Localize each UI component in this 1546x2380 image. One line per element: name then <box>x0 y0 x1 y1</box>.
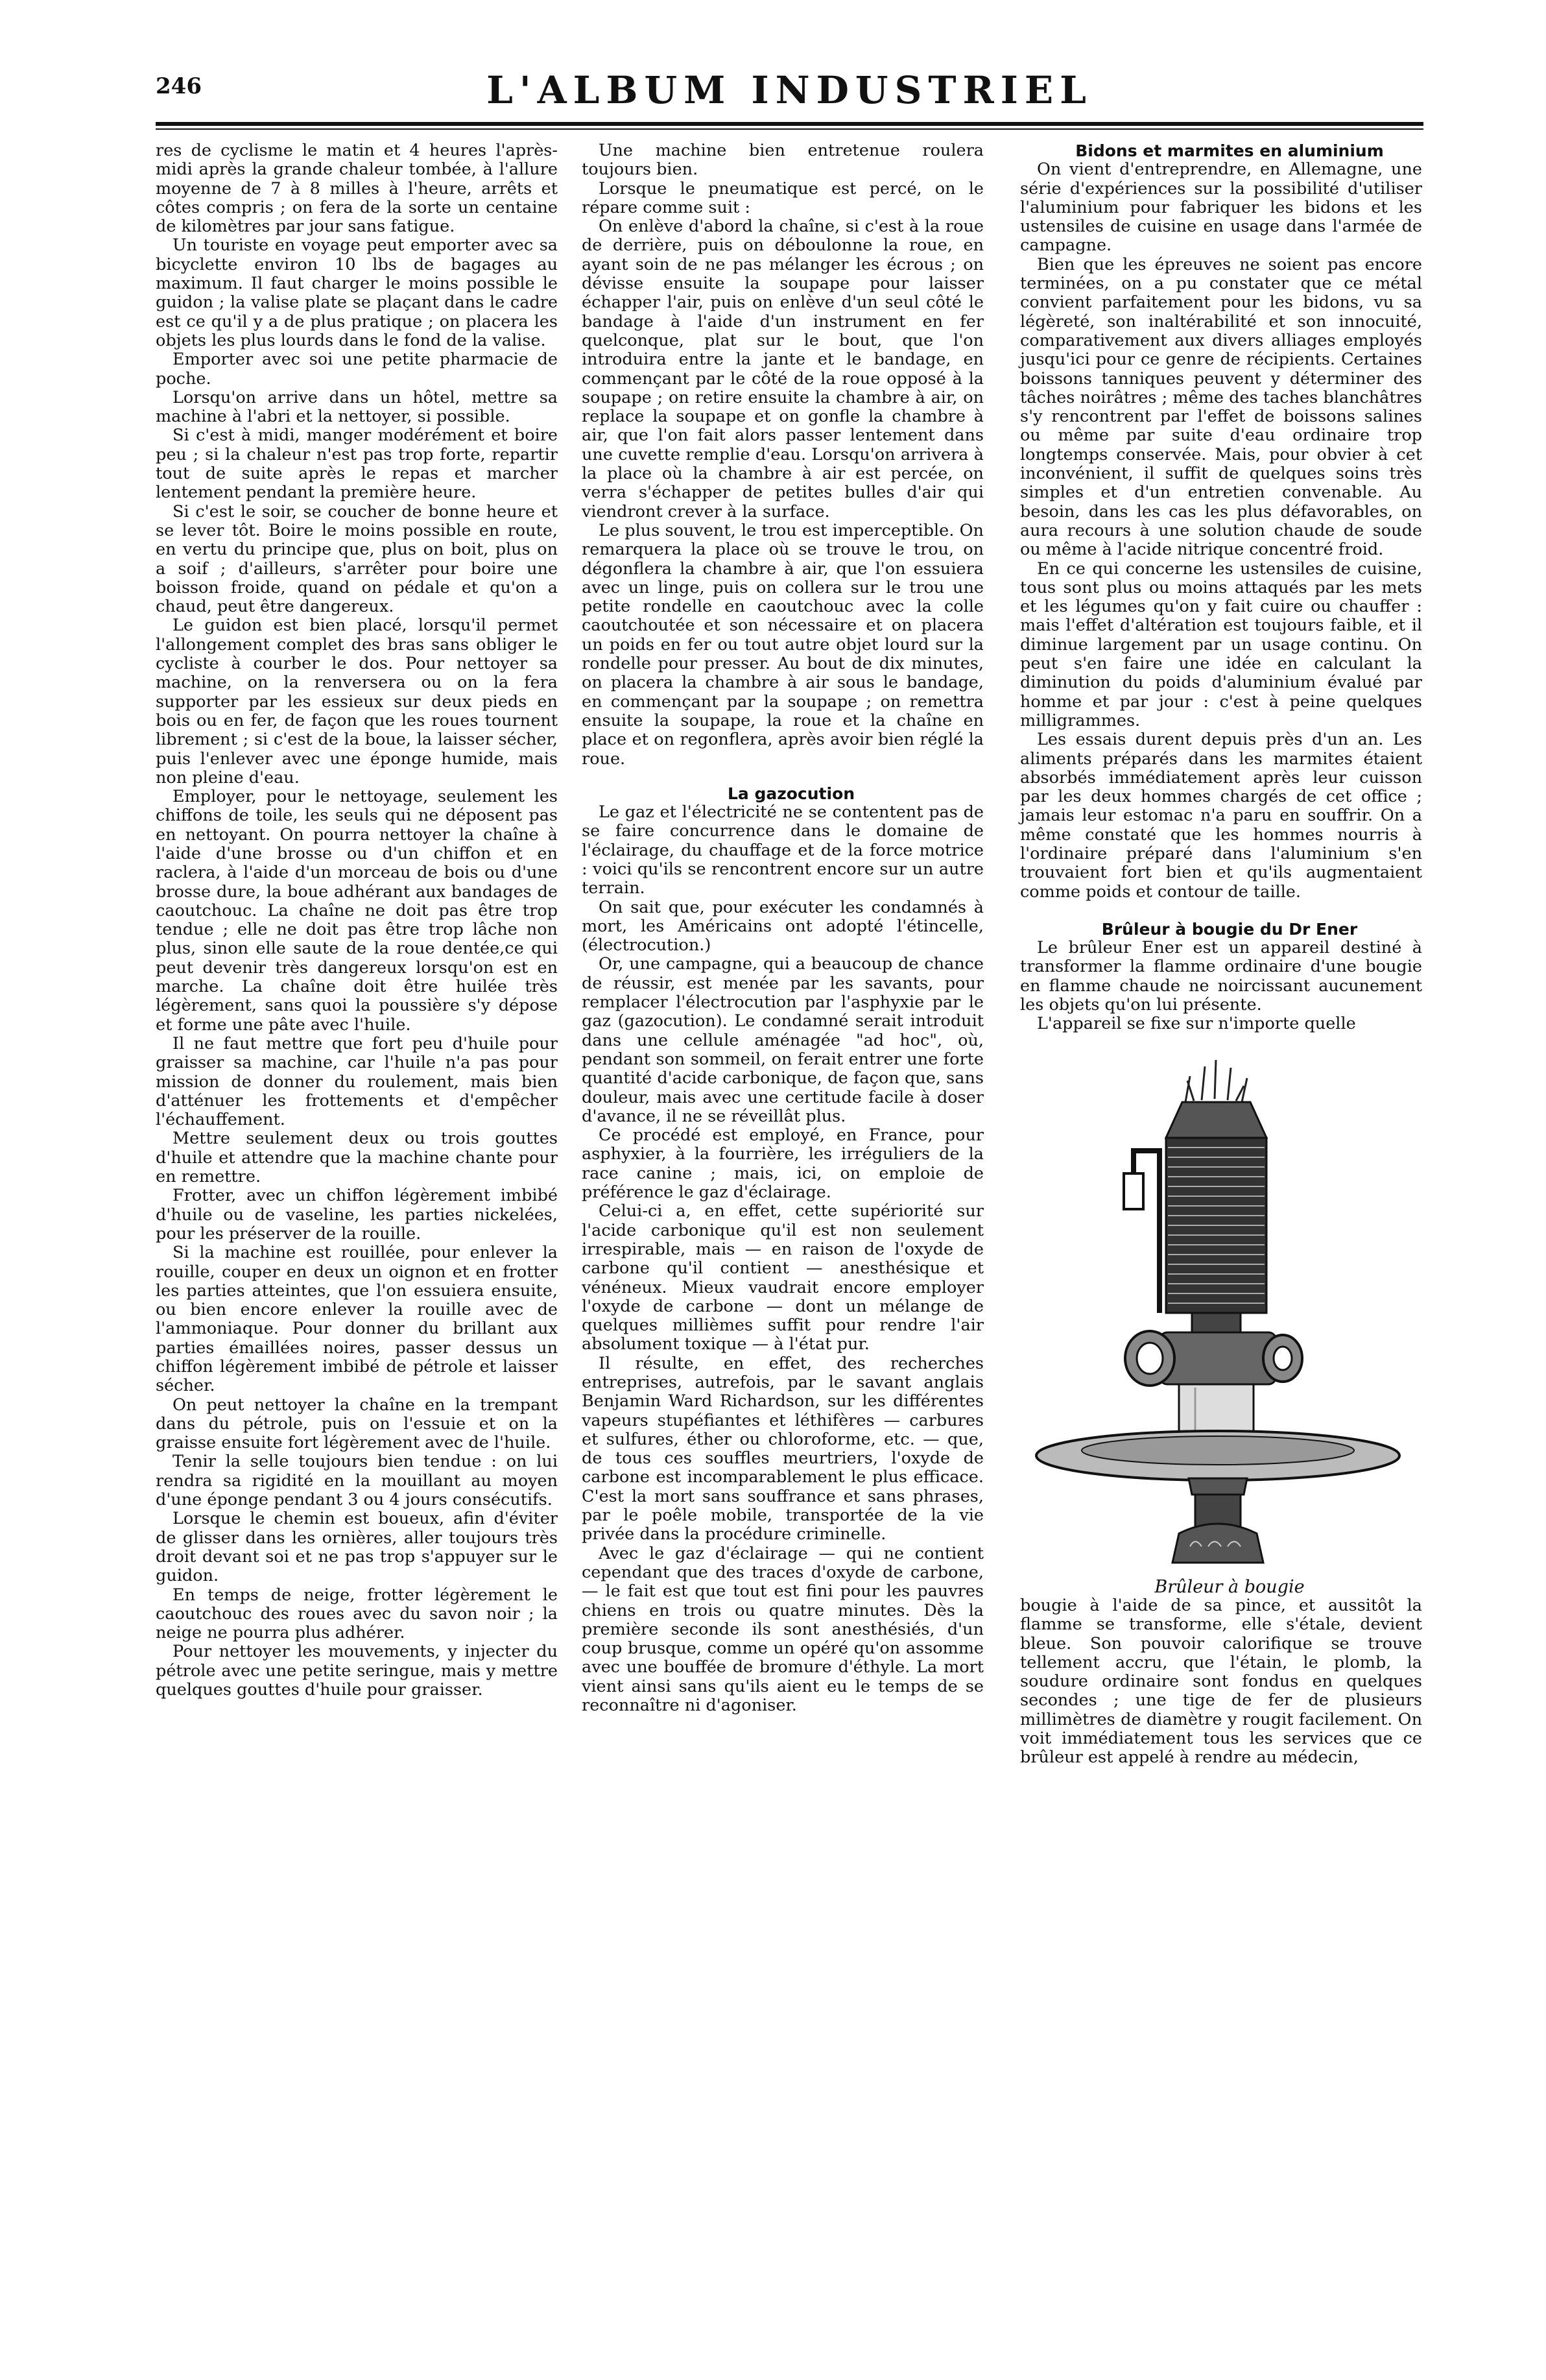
paragraph: Le guidon est bien placé, lorsqu'il permet l'allongement complet des bras sans obliger le cycliste à courber le dos. Pour nettoyer sa machine, on la renversera ou on la fera supporter par les essieux sur deux pieds en bois ou en fer, de façon que les roues tournent librement ; si c'est de la boue, la laisser sécher, puis l'enlever avec une éponge humide, mais non pleine d'eau. <box>156 616 558 787</box>
paragraph: Il résulte, en effet, des recherches entreprises, autrefois, par le savant anglais Benjamin Ward Richardson, sur les différentes vapeurs stupéfiantes et léthifères — carbures et sulfures, éther ou chloroforme, etc. — que, de tous ces souffles meurtriers, l'oxyde de carbone est incomparablement le plus efficace. C'est la mort sans souffrance et sans phrases, par le poêle mobile, transportée de la vie privée dans la procédure criminelle. <box>582 1353 984 1545</box>
paragraph: Le gaz et l'électricité ne se contentent pas de se faire concurrence dans le domaine de l'éclairage, du chauffage et de la force motrice : voici qu'ils se rencontrent encore sur un autre terrain. <box>582 802 984 898</box>
column-2 <box>582 141 984 1715</box>
paragraph: Si c'est le soir, se coucher de bonne heure et se lever tôt. Boire le moins possible en route, en vertu du principe que, plus on boit, plus on a soif ; d'ailleurs, s'arrêter pour boire une boisson froide, quand on pédale et qu'on a chaud, peut être dangereux. <box>156 501 558 617</box>
paragraph: Si c'est à midi, manger modérément et boire peu ; si la chaleur n'est pas trop forte, repartir tout de suite après le repas et marcher lentement pendant la première heure. <box>156 426 558 503</box>
paragraph: Lorsque le pneumatique est percé, on le répare comme suit : <box>582 178 984 217</box>
header-rule-thick <box>156 122 1423 126</box>
column-1 <box>156 141 558 1700</box>
paragraph: On vient d'entreprendre, en Allemagne, une série d'expériences sur la possibilité d'utiliser l'aluminium pour fabriquer les bidons et les ustensiles de cuisine en usage dans l'armée de campagne. <box>1020 160 1422 256</box>
paragraph: Une machine bien entretenue roulera toujours bien. <box>582 141 984 180</box>
page-number: 246 <box>156 73 202 99</box>
figure-caption: Brûleur à bougie <box>1154 1576 1305 1597</box>
paragraph: En ce qui concerne les ustensiles de cuisine, tous sont plus ou moins attaqués par les mets et les légumes qu'on y fait cuire ou chauffer : mais l'effet d'altération est toujours faible, et il diminue largement par un usage continu. On peut s'en faire une idée en calculant la diminution du poids d'aluminium évalué par homme et par jour : c'est à peine quelques milligrammes. <box>1020 559 1422 730</box>
paragraph: Bien que les épreuves ne soient pas encore terminées, on a pu constater que ce métal convient parfaitement pour les bidons, vu sa légèreté, son inaltérabilité et son innocuité, comparativement aux divers alliages employés jusqu'ici pour ce genre de récipients. Certaines boissons tanniques peuvent y déterminer des tâches noirâtres ; même des taches blanchâtres s'y rencontrent par l'effet de boissons salines ou même par suite d'eau ordinaire trop longtemps conservée. Mais, pour obvier à cet inconvénient, il suffit de quelques soins très simples et d'un entretien convenable. Au besoin, dans les cas les plus défavorables, on aura recours à une solution chaude de soude ou même à l'acide nitrique concentré froid. <box>1020 254 1422 560</box>
paragraph: Or, une campagne, qui a beaucoup de chance de réussir, est menée par les savants, pour remplacer l'électrocution par l'asphyxie par le gaz (gazocution). Le condamné serait introduit dans une cellule aménagée "ad hoc", où, pendant son sommeil, on ferait entrer une forte quantité d'acide carbonique, de façon que, sans douleur, mais avec une certitude facile à doser d'avance, il ne se réveillât plus. <box>582 954 984 1126</box>
paragraph: Il ne faut mettre que fort peu d'huile pour graisser sa machine, car l'huile n'a pas pour mission de donner du roulement, mais bien d'atténuer les frottements et d'empêcher l'échauffement. <box>156 1033 558 1130</box>
column-3 <box>1020 141 1422 1768</box>
paragraph: Mettre seulement deux ou trois gouttes d'huile et attendre que la machine chante pour en remettre. <box>156 1129 558 1187</box>
section-title-aluminium: Bidons et marmites en aluminium <box>1075 141 1384 160</box>
paragraph: On enlève d'abord la chaîne, si c'est à la roue de derrière, puis on déboulonne la roue, en ayant soin de ne pas mélanger les écrous ; on dévisse ensuite la soupape pour laisser échapper l'air, puis on enlève d'un seul côté le bandage à l'aide d'un instrument en fer quelconque, plat sur le bout, que l'on introduira entre la jante et le bandage, en commençant par le côté de la roue opposé à la soupape ; on retire ensuite la chambre à air, on replace la soupape et on gonfle la chambre à air, que l'on fait alors passer lentement dans une cuvette remplie d'eau. Lorsqu'on arrivera à la place où la chambre à air est percée, on verra s'échapper de petites bulles d'air qui viendront crever à la surface. <box>582 217 984 522</box>
paragraph: bougie à l'aide de sa pince, et aussitôt la flamme se transforme, elle s'étale, devient bleue. Son pouvoir calorifique se trouve tellement accru, que l'étain, le plomb, la soudure ordinaire sont fondus en quelques secondes ; une tige de fer de plusieurs millimètres de diamètre y rougit facilement. On voit immédiatement tous les services que ce brûleur est appelé à rendre au médecin, <box>1020 1595 1422 1768</box>
paragraph: On peut nettoyer la chaîne en la trempant dans du pétrole, puis on l'essuie et on la graisse ensuite fort légèrement avec de l'huile. <box>156 1395 558 1453</box>
paragraph: Un touriste en voyage peut emporter avec sa bicyclette environ 10 lbs de bagages au maximum. Il faut charger le moins possible le guidon ; la valise plate se plaçant dans le cadre est ce qu'il y a de plus pratique ; on placera les objets les plus lourds dans le fond de la valise. <box>156 235 558 350</box>
paragraph: Les essais durent depuis près d'un an. Les aliments préparés dans les marmites étaient absorbés immédiatement après leur cuisson par les deux hommes chargés de cet office ; jamais leur estomac n'a paru en souffrir. On a même constaté que les hommes nourris à l'ordinaire préparé dans l'aluminium s'en trouvaient fort bien et qu'ils augmentaient comme poids et contour de taille. <box>1020 730 1422 902</box>
paragraph: Le brûleur Ener est un appareil destiné à transformer la flamme ordinaire d'une bougie en flamme chaude ne noircissant aucunement les objets qu'on lui présente. <box>1020 938 1422 1015</box>
paragraph: Lorsque le chemin est boueux, afin d'éviter de glisser dans les ornières, aller toujours très droit devant soi et ne pas trop s'appuyer sur le guidon. <box>156 1509 558 1586</box>
paragraph: Ce procédé est employé, en France, pour asphyxier, à la fourrière, les irréguliers de la race canine ; mais, ici, on emploie de préférence le gaz d'éclairage. <box>582 1125 984 1203</box>
paragraph: Celui-ci a, en effet, cette supériorité sur l'acide carbonique qu'il est non seulement irrespirable, mais — en raison de l'oxyde de carbone qu'il contient — anesthésique et vénéneux. Mieux vaudrait encore employer l'oxyde de carbone — dont un mélange de quelques millièmes suffit pour rendre l'air absolument toxique — à l'état pur. <box>582 1201 984 1354</box>
section-title-bruleur: Brûleur à bougie du Dr Ener <box>1101 919 1358 939</box>
paragraph: Frotter, avec un chiffon légèrement imbibé d'huile ou de vaseline, les parties nickelées, pour les préserver de la rouille. <box>156 1186 558 1244</box>
candle-burner-drawing <box>1020 1040 1422 1572</box>
paragraph: res de cyclisme le matin et 4 heures l'après-midi après la grande chaleur tombée, à l'allure moyenne de 7 à 8 milles à l'heure, arrêts et côtes compris ; on fera de la sorte un centaine de kilomètres par jour sans fatigue. <box>156 141 558 237</box>
paragraph: On sait que, pour exécuter les condamnés à mort, les Américains ont adopté l'étincelle, (électrocution.) <box>582 897 984 956</box>
header-rule-thin <box>156 128 1423 130</box>
running-title: L'ALBUM INDUSTRIEL <box>486 68 1093 112</box>
paragraph: En temps de neige, frotter légèrement le caoutchouc des roues avec du savon noir ; la neige ne pourra plus adhérer. <box>156 1585 558 1643</box>
paragraph: Tenir la selle toujours bien tendue : on lui rendra sa rigidité en la mouillant au moyen d'une éponge pendant 3 ou 4 jours consécutifs. <box>156 1452 558 1510</box>
paragraph: Emporter avec soi une petite pharmacie de poche. <box>156 350 558 389</box>
paragraph: Avec le gaz d'éclairage — qui ne contient cependant que des traces d'oxyde de carbone, — le fait est que tout est fini pour les pauvres chiens en trois ou quatre minutes. Dès la première seconde ils sont anesthésiés, d'un coup brusque, comme un opéré qu'on assomme avec une bouffée de bromure d'éthyle. La mort vient ainsi sans qu'ils aient eu le temps de se reconnaître ni d'agoniser. <box>582 1543 984 1716</box>
candle-burner-illustration <box>1020 1040 1422 1572</box>
paragraph: Le plus souvent, le trou est imperceptible. On remarquera la place où se trouve le trou, on dégonflera la chambre à air, que l'on essuiera avec un linge, puis on collera sur le trou une petite rondelle en caoutchouc avec la colle caoutchoutée et son nécessaire et on placera un poids en fer ou tout autre objet lourd sur la rondelle pour presser. Au bout de dix minutes, on placera la chambre à air sous le bandage, en commençant par la soupape ; on remettra ensuite la soupape, la roue et la chaîne en place et on regonflera, après avoir bien réglé la roue. <box>582 520 984 769</box>
paragraph: Employer, pour le nettoyage, seulement les chiffons de toile, les seuls qui ne déposent pas en nettoyant. On pourra nettoyer la chaîne à l'aide d'une brosse ou d'un chiffon et en raclera, à l'aide d'un morceau de bois ou d'une brosse dure, la boue adhérant aux bandages de caoutchouc. La chaîne ne doit pas être trop tendue ; elle ne doit pas être trop lâche non plus, sinon elle saute de la roue dentée,ce qui peut devenir très dangereux lorsqu'on est en marche. La chaîne doit être huilée très légèrement, sans quoi la poussière s'y dépose et forme une pâte avec l'huile. <box>156 787 558 1035</box>
paragraph: Lorsqu'on arrive dans un hôtel, mettre sa machine à l'abri et la nettoyer, si possible. <box>156 387 558 427</box>
page-header <box>156 68 1423 120</box>
section-title-gazocution: La gazocution <box>727 784 855 803</box>
paragraph: L'appareil se fixe sur n'importe quelle <box>1037 1014 1356 1034</box>
paragraph: Pour nettoyer les mouvements, y injecter du pétrole avec une petite seringue, mais y mettre quelques gouttes d'huile pour graisser. <box>156 1642 558 1700</box>
paragraph: Si la machine est rouillée, pour enlever la rouille, couper en deux un oignon et en frotter les parties atteintes, que l'on essuiera ensuite, ou bien encore enlever la rouille avec de l'ammoniaque. Pour donner du brillant aux parties émaillées noires, passer dessus un chiffon légèrement imbibé de pétrole et laisser sécher. <box>156 1243 558 1396</box>
